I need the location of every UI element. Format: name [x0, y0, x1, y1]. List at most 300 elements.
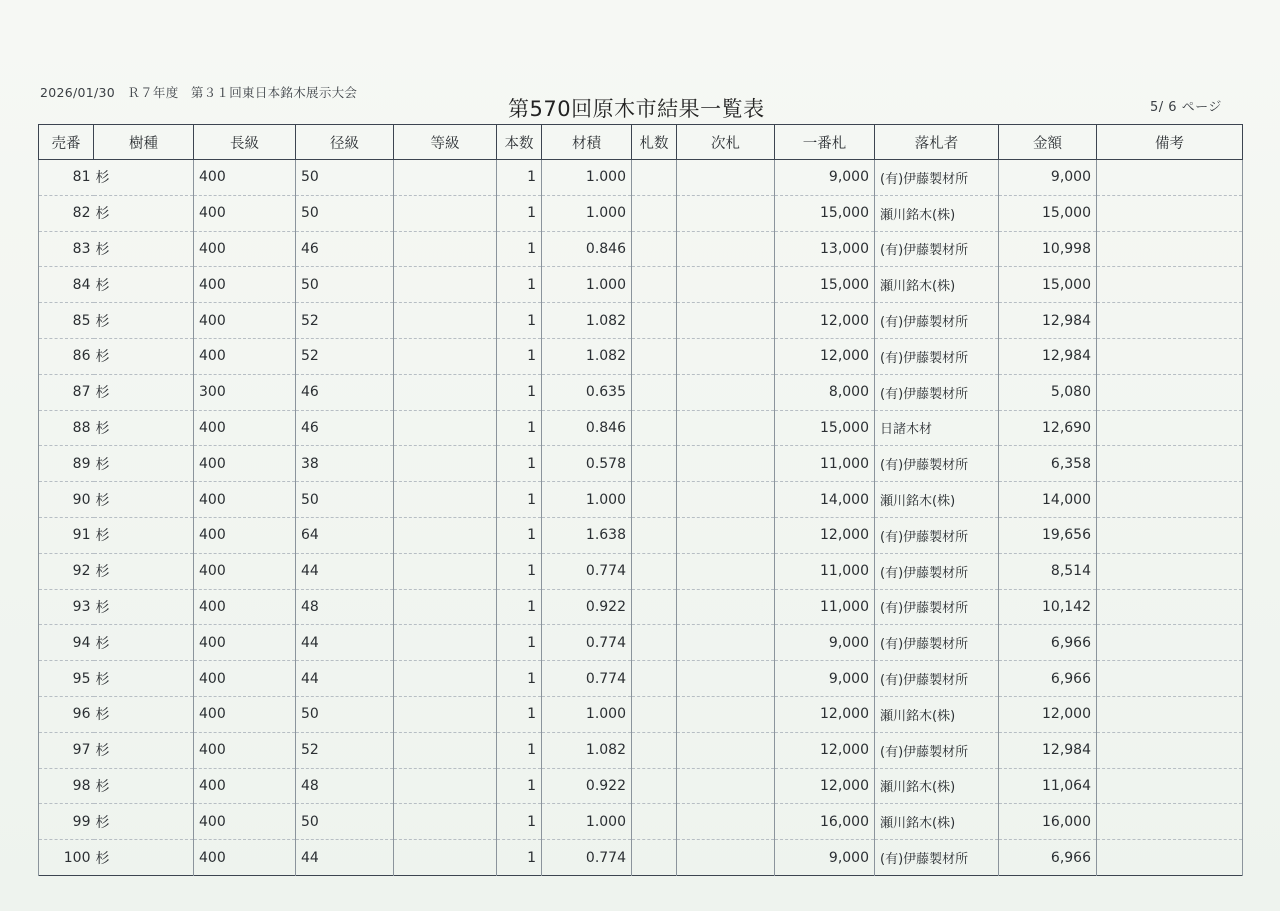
- cell-next-bid: [677, 338, 775, 374]
- table-row: [39, 267, 1243, 303]
- cell-note: [1097, 625, 1243, 661]
- cell-volume: 0.922: [542, 768, 632, 804]
- table-row: [39, 374, 1243, 410]
- cell-buyer: (有)伊藤製材所: [875, 446, 999, 482]
- cell-volume: 0.922: [542, 589, 632, 625]
- table-row: [39, 732, 1243, 768]
- cell-bids: [632, 374, 677, 410]
- cell-bids: [632, 625, 677, 661]
- cell-note: [1097, 267, 1243, 303]
- cell-grade: [394, 589, 497, 625]
- cell-lot-no: 84: [39, 267, 94, 303]
- cell-length: 400: [194, 303, 296, 339]
- cell-top-bid: 11,000: [775, 553, 875, 589]
- table-row: [39, 410, 1243, 446]
- cell-next-bid: [677, 768, 775, 804]
- table-row: [39, 553, 1243, 589]
- cell-species: 杉: [94, 446, 194, 482]
- cell-note: [1097, 732, 1243, 768]
- cell-volume: 1.000: [542, 195, 632, 231]
- cell-diameter: 44: [296, 553, 394, 589]
- cell-next-bid: [677, 696, 775, 732]
- cell-buyer: (有)伊藤製材所: [875, 553, 999, 589]
- table-row: [39, 696, 1243, 732]
- cell-buyer: (有)伊藤製材所: [875, 303, 999, 339]
- cell-species: 杉: [94, 195, 194, 231]
- cell-next-bid: [677, 303, 775, 339]
- cell-bids: [632, 231, 677, 267]
- cell-diameter: 44: [296, 661, 394, 697]
- cell-next-bid: [677, 446, 775, 482]
- cell-count: 1: [497, 160, 542, 196]
- cell-note: [1097, 553, 1243, 589]
- cell-top-bid: 11,000: [775, 589, 875, 625]
- cell-bids: [632, 410, 677, 446]
- table-row: [39, 231, 1243, 267]
- cell-bids: [632, 517, 677, 553]
- cell-note: [1097, 517, 1243, 553]
- cell-volume: 1.000: [542, 696, 632, 732]
- cell-note: [1097, 661, 1243, 697]
- cell-buyer: 瀬川銘木(株): [875, 768, 999, 804]
- cell-top-bid: 12,000: [775, 768, 875, 804]
- cell-diameter: 52: [296, 732, 394, 768]
- cell-species: 杉: [94, 338, 194, 374]
- cell-top-bid: 8,000: [775, 374, 875, 410]
- cell-volume: 1.082: [542, 303, 632, 339]
- cell-buyer: (有)伊藤製材所: [875, 374, 999, 410]
- cell-top-bid: 12,000: [775, 517, 875, 553]
- cell-amount: 19,656: [999, 517, 1097, 553]
- cell-length: 400: [194, 840, 296, 876]
- cell-bids: [632, 696, 677, 732]
- cell-top-bid: 12,000: [775, 696, 875, 732]
- cell-lot-no: 98: [39, 768, 94, 804]
- cell-bids: [632, 553, 677, 589]
- cell-lot-no: 100: [39, 840, 94, 876]
- cell-next-bid: [677, 589, 775, 625]
- cell-count: 1: [497, 517, 542, 553]
- cell-buyer: (有)伊藤製材所: [875, 732, 999, 768]
- cell-bids: [632, 446, 677, 482]
- cell-diameter: 44: [296, 625, 394, 661]
- cell-note: [1097, 482, 1243, 518]
- results-table: [38, 124, 1243, 876]
- cell-next-bid: [677, 804, 775, 840]
- col-header-bids: 札数: [632, 125, 677, 160]
- cell-length: 400: [194, 231, 296, 267]
- cell-volume: 0.846: [542, 410, 632, 446]
- cell-lot-no: 83: [39, 231, 94, 267]
- cell-length: 400: [194, 267, 296, 303]
- cell-top-bid: 9,000: [775, 160, 875, 196]
- cell-grade: [394, 661, 497, 697]
- cell-lot-no: 87: [39, 374, 94, 410]
- cell-species: 杉: [94, 160, 194, 196]
- cell-lot-no: 92: [39, 553, 94, 589]
- cell-species: 杉: [94, 696, 194, 732]
- cell-bids: [632, 338, 677, 374]
- cell-grade: [394, 840, 497, 876]
- cell-next-bid: [677, 160, 775, 196]
- cell-length: 400: [194, 589, 296, 625]
- cell-buyer: (有)伊藤製材所: [875, 661, 999, 697]
- cell-amount: 12,984: [999, 303, 1097, 339]
- cell-diameter: 48: [296, 589, 394, 625]
- table-row: [39, 768, 1243, 804]
- cell-length: 300: [194, 374, 296, 410]
- cell-length: 400: [194, 553, 296, 589]
- cell-grade: [394, 267, 497, 303]
- cell-next-bid: [677, 195, 775, 231]
- cell-volume: 1.000: [542, 482, 632, 518]
- cell-amount: 14,000: [999, 482, 1097, 518]
- cell-lot-no: 96: [39, 696, 94, 732]
- cell-next-bid: [677, 840, 775, 876]
- table-row: [39, 482, 1243, 518]
- cell-note: [1097, 338, 1243, 374]
- cell-buyer: (有)伊藤製材所: [875, 338, 999, 374]
- cell-diameter: 52: [296, 338, 394, 374]
- cell-buyer: (有)伊藤製材所: [875, 231, 999, 267]
- cell-amount: 6,358: [999, 446, 1097, 482]
- cell-note: [1097, 410, 1243, 446]
- cell-top-bid: 16,000: [775, 804, 875, 840]
- cell-count: 1: [497, 625, 542, 661]
- col-header-next-bid: 次札: [677, 125, 775, 160]
- cell-grade: [394, 338, 497, 374]
- cell-lot-no: 99: [39, 804, 94, 840]
- cell-species: 杉: [94, 517, 194, 553]
- cell-buyer: 瀬川銘木(株): [875, 195, 999, 231]
- cell-volume: 0.774: [542, 840, 632, 876]
- header-event: 第３１回東日本銘木展示大会: [190, 85, 358, 100]
- cell-note: [1097, 231, 1243, 267]
- cell-next-bid: [677, 374, 775, 410]
- cell-species: 杉: [94, 482, 194, 518]
- cell-next-bid: [677, 231, 775, 267]
- table-row: [39, 195, 1243, 231]
- cell-bids: [632, 303, 677, 339]
- cell-top-bid: 15,000: [775, 410, 875, 446]
- cell-bids: [632, 804, 677, 840]
- cell-diameter: 46: [296, 231, 394, 267]
- cell-top-bid: 15,000: [775, 195, 875, 231]
- cell-species: 杉: [94, 804, 194, 840]
- header-meta: [40, 83, 357, 101]
- col-header-volume: 材積: [542, 125, 632, 160]
- cell-note: [1097, 446, 1243, 482]
- cell-amount: 9,000: [999, 160, 1097, 196]
- cell-count: 1: [497, 303, 542, 339]
- cell-buyer: 瀬川銘木(株): [875, 696, 999, 732]
- cell-amount: 6,966: [999, 625, 1097, 661]
- cell-top-bid: 13,000: [775, 231, 875, 267]
- cell-next-bid: [677, 732, 775, 768]
- cell-diameter: 50: [296, 267, 394, 303]
- cell-count: 1: [497, 840, 542, 876]
- cell-buyer: 瀬川銘木(株): [875, 804, 999, 840]
- cell-volume: 1.082: [542, 338, 632, 374]
- cell-species: 杉: [94, 768, 194, 804]
- table-row: [39, 804, 1243, 840]
- cell-count: 1: [497, 482, 542, 518]
- cell-top-bid: 14,000: [775, 482, 875, 518]
- cell-length: 400: [194, 482, 296, 518]
- page-number: 5/ 6 ページ: [1150, 100, 1222, 115]
- cell-grade: [394, 768, 497, 804]
- cell-grade: [394, 696, 497, 732]
- col-header-species: 樹種: [94, 125, 194, 160]
- cell-bids: [632, 768, 677, 804]
- cell-lot-no: 95: [39, 661, 94, 697]
- table-row: [39, 589, 1243, 625]
- cell-volume: 1.082: [542, 732, 632, 768]
- cell-note: [1097, 303, 1243, 339]
- cell-count: 1: [497, 732, 542, 768]
- cell-species: 杉: [94, 589, 194, 625]
- cell-buyer: 瀬川銘木(株): [875, 267, 999, 303]
- cell-buyer: (有)伊藤製材所: [875, 625, 999, 661]
- cell-note: [1097, 374, 1243, 410]
- cell-bids: [632, 840, 677, 876]
- cell-species: 杉: [94, 303, 194, 339]
- cell-species: 杉: [94, 661, 194, 697]
- cell-grade: [394, 553, 497, 589]
- cell-grade: [394, 303, 497, 339]
- cell-next-bid: [677, 553, 775, 589]
- cell-note: [1097, 768, 1243, 804]
- page-title: 第570回原木市結果一覧表: [508, 97, 765, 121]
- cell-species: 杉: [94, 374, 194, 410]
- table-row: [39, 840, 1243, 876]
- cell-top-bid: 9,000: [775, 625, 875, 661]
- cell-lot-no: 82: [39, 195, 94, 231]
- col-header-buyer: 落札者: [875, 125, 999, 160]
- cell-count: 1: [497, 410, 542, 446]
- cell-bids: [632, 160, 677, 196]
- cell-volume: 1.000: [542, 267, 632, 303]
- cell-amount: 15,000: [999, 195, 1097, 231]
- cell-grade: [394, 410, 497, 446]
- table-row: [39, 661, 1243, 697]
- cell-lot-no: 97: [39, 732, 94, 768]
- cell-length: 400: [194, 338, 296, 374]
- cell-length: 400: [194, 446, 296, 482]
- cell-diameter: 46: [296, 374, 394, 410]
- cell-lot-no: 94: [39, 625, 94, 661]
- cell-grade: [394, 231, 497, 267]
- cell-amount: 12,984: [999, 338, 1097, 374]
- table-row: [39, 517, 1243, 553]
- cell-count: 1: [497, 267, 542, 303]
- cell-volume: 0.774: [542, 625, 632, 661]
- cell-note: [1097, 160, 1243, 196]
- cell-next-bid: [677, 625, 775, 661]
- table-header-row: [39, 125, 1243, 160]
- cell-species: 杉: [94, 231, 194, 267]
- cell-amount: 10,142: [999, 589, 1097, 625]
- cell-bids: [632, 482, 677, 518]
- cell-grade: [394, 517, 497, 553]
- cell-lot-no: 90: [39, 482, 94, 518]
- cell-top-bid: 15,000: [775, 267, 875, 303]
- cell-lot-no: 91: [39, 517, 94, 553]
- cell-note: [1097, 589, 1243, 625]
- cell-length: 400: [194, 732, 296, 768]
- cell-buyer: (有)伊藤製材所: [875, 589, 999, 625]
- cell-grade: [394, 482, 497, 518]
- cell-species: 杉: [94, 732, 194, 768]
- cell-note: [1097, 804, 1243, 840]
- cell-volume: 0.635: [542, 374, 632, 410]
- cell-volume: 1.000: [542, 160, 632, 196]
- cell-diameter: 52: [296, 303, 394, 339]
- cell-bids: [632, 195, 677, 231]
- cell-amount: 12,690: [999, 410, 1097, 446]
- cell-length: 400: [194, 160, 296, 196]
- cell-next-bid: [677, 517, 775, 553]
- cell-diameter: 48: [296, 768, 394, 804]
- cell-grade: [394, 160, 497, 196]
- cell-bids: [632, 661, 677, 697]
- cell-grade: [394, 195, 497, 231]
- cell-count: 1: [497, 768, 542, 804]
- cell-volume: 0.774: [542, 661, 632, 697]
- cell-diameter: 64: [296, 517, 394, 553]
- cell-bids: [632, 589, 677, 625]
- cell-buyer: (有)伊藤製材所: [875, 517, 999, 553]
- col-header-count: 本数: [497, 125, 542, 160]
- cell-diameter: 46: [296, 410, 394, 446]
- cell-count: 1: [497, 374, 542, 410]
- col-header-top-bid: 一番札: [775, 125, 875, 160]
- cell-top-bid: 9,000: [775, 840, 875, 876]
- cell-amount: 8,514: [999, 553, 1097, 589]
- cell-lot-no: 89: [39, 446, 94, 482]
- cell-length: 400: [194, 696, 296, 732]
- header-date: 2026/01/30: [40, 85, 116, 100]
- cell-count: 1: [497, 446, 542, 482]
- cell-species: 杉: [94, 625, 194, 661]
- table-row: [39, 446, 1243, 482]
- cell-length: 400: [194, 195, 296, 231]
- cell-count: 1: [497, 553, 542, 589]
- cell-length: 400: [194, 410, 296, 446]
- cell-top-bid: 12,000: [775, 303, 875, 339]
- cell-lot-no: 81: [39, 160, 94, 196]
- cell-count: 1: [497, 804, 542, 840]
- cell-count: 1: [497, 338, 542, 374]
- cell-species: 杉: [94, 410, 194, 446]
- cell-length: 400: [194, 661, 296, 697]
- cell-amount: 12,984: [999, 732, 1097, 768]
- cell-note: [1097, 696, 1243, 732]
- cell-species: 杉: [94, 840, 194, 876]
- cell-volume: 0.578: [542, 446, 632, 482]
- cell-amount: 6,966: [999, 840, 1097, 876]
- cell-count: 1: [497, 696, 542, 732]
- col-header-grade: 等級: [394, 125, 497, 160]
- cell-amount: 10,998: [999, 231, 1097, 267]
- cell-count: 1: [497, 231, 542, 267]
- header-fiscal-year: Ｒ７年度: [127, 85, 179, 100]
- table-row: [39, 160, 1243, 196]
- cell-next-bid: [677, 267, 775, 303]
- cell-lot-no: 88: [39, 410, 94, 446]
- cell-next-bid: [677, 661, 775, 697]
- cell-grade: [394, 625, 497, 661]
- cell-volume: 0.846: [542, 231, 632, 267]
- cell-diameter: 50: [296, 482, 394, 518]
- cell-diameter: 50: [296, 195, 394, 231]
- col-header-diameter: 径級: [296, 125, 394, 160]
- cell-volume: 1.638: [542, 517, 632, 553]
- col-header-lot-no: 売番: [39, 125, 94, 160]
- cell-length: 400: [194, 804, 296, 840]
- cell-grade: [394, 374, 497, 410]
- cell-volume: 0.774: [542, 553, 632, 589]
- col-header-amount: 金額: [999, 125, 1097, 160]
- cell-lot-no: 93: [39, 589, 94, 625]
- cell-note: [1097, 195, 1243, 231]
- cell-amount: 6,966: [999, 661, 1097, 697]
- cell-diameter: 44: [296, 840, 394, 876]
- cell-grade: [394, 732, 497, 768]
- cell-diameter: 50: [296, 804, 394, 840]
- cell-amount: 15,000: [999, 267, 1097, 303]
- cell-species: 杉: [94, 553, 194, 589]
- cell-diameter: 50: [296, 160, 394, 196]
- cell-count: 1: [497, 195, 542, 231]
- cell-count: 1: [497, 661, 542, 697]
- cell-top-bid: 9,000: [775, 661, 875, 697]
- cell-bids: [632, 267, 677, 303]
- cell-top-bid: 12,000: [775, 338, 875, 374]
- cell-next-bid: [677, 410, 775, 446]
- cell-count: 1: [497, 589, 542, 625]
- cell-length: 400: [194, 768, 296, 804]
- table-row: [39, 338, 1243, 374]
- cell-species: 杉: [94, 267, 194, 303]
- cell-amount: 11,064: [999, 768, 1097, 804]
- cell-length: 400: [194, 625, 296, 661]
- cell-lot-no: 86: [39, 338, 94, 374]
- cell-top-bid: 12,000: [775, 732, 875, 768]
- cell-top-bid: 11,000: [775, 446, 875, 482]
- col-header-length: 長級: [194, 125, 296, 160]
- table-row: [39, 303, 1243, 339]
- cell-note: [1097, 840, 1243, 876]
- cell-volume: 1.000: [542, 804, 632, 840]
- cell-buyer: 日諸木材: [875, 410, 999, 446]
- cell-buyer: (有)伊藤製材所: [875, 840, 999, 876]
- cell-diameter: 50: [296, 696, 394, 732]
- cell-amount: 5,080: [999, 374, 1097, 410]
- cell-lot-no: 85: [39, 303, 94, 339]
- cell-length: 400: [194, 517, 296, 553]
- cell-grade: [394, 446, 497, 482]
- table-row: [39, 625, 1243, 661]
- cell-buyer: (有)伊藤製材所: [875, 160, 999, 196]
- col-header-note: 備考: [1097, 125, 1243, 160]
- cell-amount: 16,000: [999, 804, 1097, 840]
- cell-next-bid: [677, 482, 775, 518]
- cell-grade: [394, 804, 497, 840]
- cell-buyer: 瀬川銘木(株): [875, 482, 999, 518]
- cell-amount: 12,000: [999, 696, 1097, 732]
- cell-diameter: 38: [296, 446, 394, 482]
